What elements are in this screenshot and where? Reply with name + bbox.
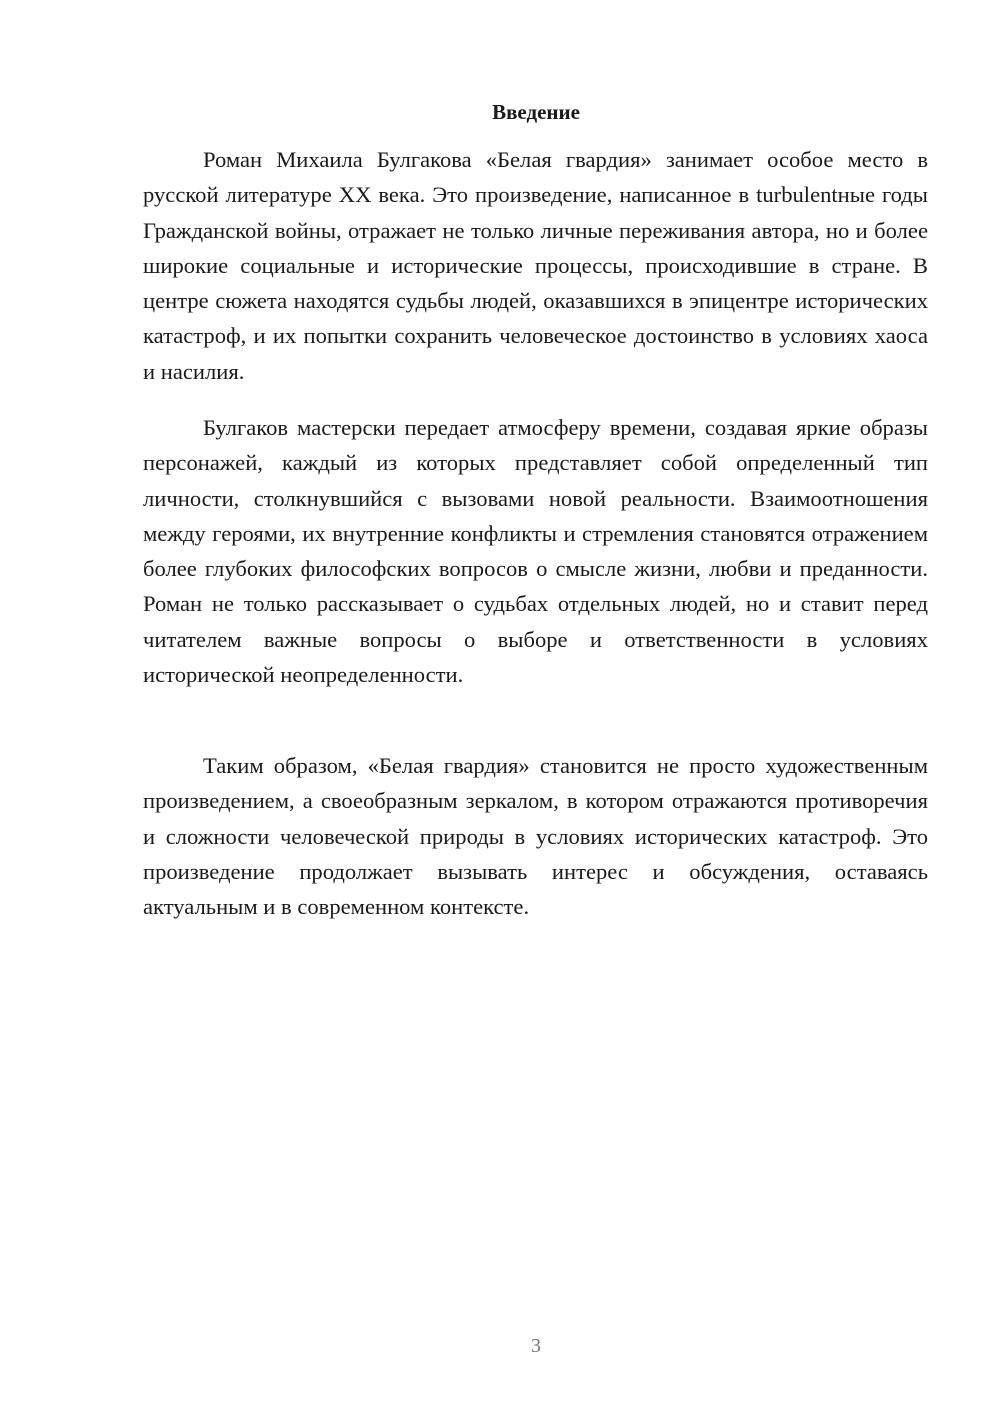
paragraph-1: Роман Михаила Булгакова «Белая гвардия» занимает особое место в русской литературе XX века. Это произведение, написанное в turbulentные годы Гражданской войны, отражает не только личные переживания автора, но и более широкие социальные и исторические процессы, происходившие в стране. В центре сюжета находятся судьбы людей, оказавшихся в эпицентре исторических катастроф, и их попытки сохранить человеческое достоинство в условиях хаоса и насилия. bbox=[143, 147, 928, 384]
paragraph-2: Булгаков мастерски передает атмосферу времени, создавая яркие образы персонажей, каждый из которых представляет собой определенный тип личности, столкнувшийся с вызовами новой реальности. Взаимоотношения между героями, их внутренние конфликты и стремления становятся отражением более глубоких философских вопросов о смысле жизни, любви и преданности. Роман не только рассказывает о судьбах отдельных людей, но и ставит перед читателем важные вопросы о выборе и ответственности в условиях исторической неопределенности. bbox=[143, 415, 928, 688]
page-number: 3 bbox=[531, 1335, 541, 1357]
paragraph-3: Таким образом, «Белая гвардия» становится не просто художественным произведением, а своеобразным зеркалом, в котором отражаются противоречия и сложности человеческой природы в условиях исторических катастроф. Это произведение продолжает вызывать интерес и обсуждения, оставаясь актуальным и в современном контексте. bbox=[143, 753, 928, 920]
section-title: Введение bbox=[492, 100, 580, 124]
